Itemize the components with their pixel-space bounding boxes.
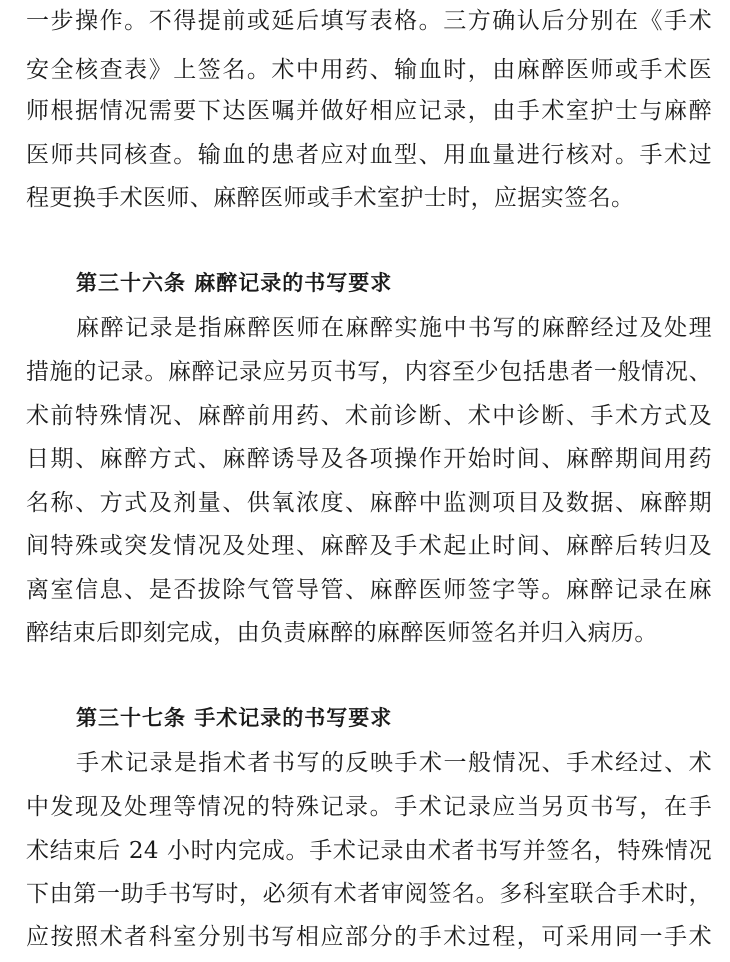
article-36-heading: 第三十六条 麻醉记录的书写要求: [76, 270, 393, 295]
intro-line: 师根据情况需要下达医嘱并做好相应记录，由手术室护士与麻醉: [26, 98, 712, 124]
intro-line: 程更换手术医师、麻醉医师或手术室护士时，应据实签名。: [26, 185, 635, 211]
article-36-line: 措施的记录。麻醉记录应另页书写，内容至少包括患者一般情况、: [26, 359, 712, 385]
article-36-line: 麻醉记录是指麻醉医师在麻醉实施中书写的麻醉经过及处理: [76, 315, 712, 341]
article-36-line: 间特殊或突发情况及处理、麻醉及手术起止时间、麻醉后转归及: [26, 533, 712, 559]
article-37-line: 中发现及处理等情况的特殊记录。手术记录应当另页书写，在手: [26, 794, 712, 820]
article-36-line: 日期、麻醉方式、麻醉诱导及各项操作开始时间、麻醉期间用药: [26, 446, 712, 472]
article-37-line: 手术记录是指术者书写的反映手术一般情况、手术经过、术: [76, 750, 712, 776]
article-37-line: 下由第一助手书写时，必须有术者审阅签名。多科室联合手术时，: [26, 881, 712, 907]
article-37-heading: 第三十七条 手术记录的书写要求: [76, 705, 393, 730]
intro-line: 医师共同核查。输血的患者应对血型、用血量进行核对。手术过: [26, 142, 712, 168]
article-36-line: 术前特殊情况、麻醉前用药、术前诊断、术中诊断、手术方式及: [26, 403, 712, 429]
intro-line: 安全核查表》上签名。术中用药、输血时，由麻醉医师或手术医: [26, 57, 712, 83]
article-36-line: 名称、方式及剂量、供氧浓度、麻醉中监测项目及数据、麻醉期: [26, 490, 712, 516]
article-36-line: 醉结束后即刻完成，由负责麻醉的麻醉医师签名并归入病历。: [26, 620, 658, 646]
intro-line: 一步操作。不得提前或延后填写表格。三方确认后分别在《手术: [26, 8, 712, 34]
article-37-line: 术结束后 24 小时内完成。手术记录由术者书写并签名，特殊情况: [26, 838, 712, 864]
article-37-line: 应按照术者科室分别书写相应部分的手术过程，可采用同一手术: [26, 924, 712, 950]
article-36-line: 离室信息、是否拔除气管导管、麻醉医师签字等。麻醉记录在麻: [26, 577, 712, 603]
